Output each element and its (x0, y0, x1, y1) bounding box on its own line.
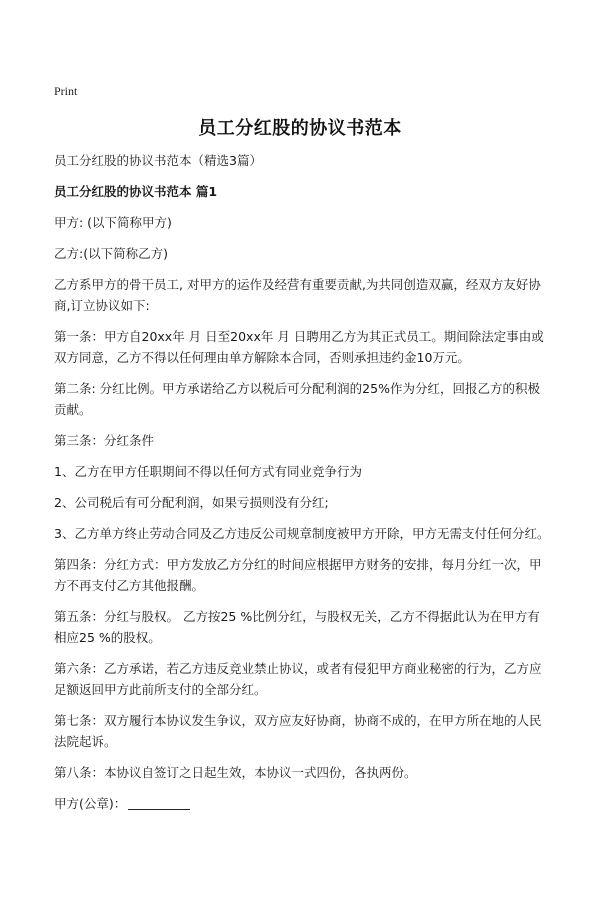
subtitle-paragraph: 员工分红股的协议书范本（精选3篇） (54, 153, 262, 168)
intro-paragraph: 乙方系甲方的骨干员工, 对甲方的运作及经营有重要贡献,为共同创造双赢，经双方友好协商,订立协议如下: (54, 277, 541, 313)
article-7: 第七条：双方履行本协议发生争议，双方应友好协商，协商不成的，在甲方所在地的人民法院起诉。 (54, 713, 542, 749)
article-6: 第六条：乙方承诺，若乙方违反竞业禁止协议，或者有侵犯甲方商业秘密的行为，乙方应足额返回甲方此前所支付的全部分红。 (54, 661, 542, 697)
article-1: 第一条：甲方自20xx年 月 日至20xx年 月 日聘用乙方为其正式员工。期间除法定事由或双方同意，乙方不得以任何理由单方解除本合同，否则承担违约金10万元。 (54, 329, 544, 365)
condition-3: 3、乙方单方终止劳动合同及乙方违反公司规章制度被甲方开除，甲方无需支付任何分红。 (54, 526, 550, 541)
article-3: 第三条：分红条件 (54, 433, 155, 448)
print-label: Print (54, 84, 78, 98)
party-b-line: 乙方:(以下简称乙方) (54, 246, 168, 261)
article-8: 第八条：本协议自签订之日起生效，本协议一式四份，各执两份。 (54, 765, 417, 780)
signature-blank (128, 795, 190, 810)
document-body (54, 150, 550, 824)
party-a-line: 甲方: (以下简称甲方) (54, 215, 172, 230)
article-4: 第四条：分红方式：甲方发放乙方分红的时间应根据甲方财务的安排，每月分红一次，甲方不再支付乙方其他报酬。 (54, 557, 542, 593)
section-heading: 员工分红股的协议书范本 篇1 (54, 184, 218, 199)
article-5: 第五条：分红与股权。 乙方按25 %比例分红，与股权无关，乙方不得据此认为在甲方有相应25 %的股权。 (54, 609, 540, 645)
condition-1: 1、乙方在甲方任职期间不得以任何方式有同业竞争行为 (54, 464, 362, 479)
condition-2: 2、公司税后有可分配利润，如果亏损则没有分红; (54, 495, 329, 510)
article-2: 第二条: 分红比例。甲方承诺给乙方以税后可分配利润的25%作为分红，回报乙方的积极贡献。 (54, 381, 540, 417)
signature-line (54, 793, 550, 814)
signature-label: 甲方(公章)： (54, 796, 127, 811)
document-title: 员工分红股的协议书范本 (198, 118, 402, 139)
